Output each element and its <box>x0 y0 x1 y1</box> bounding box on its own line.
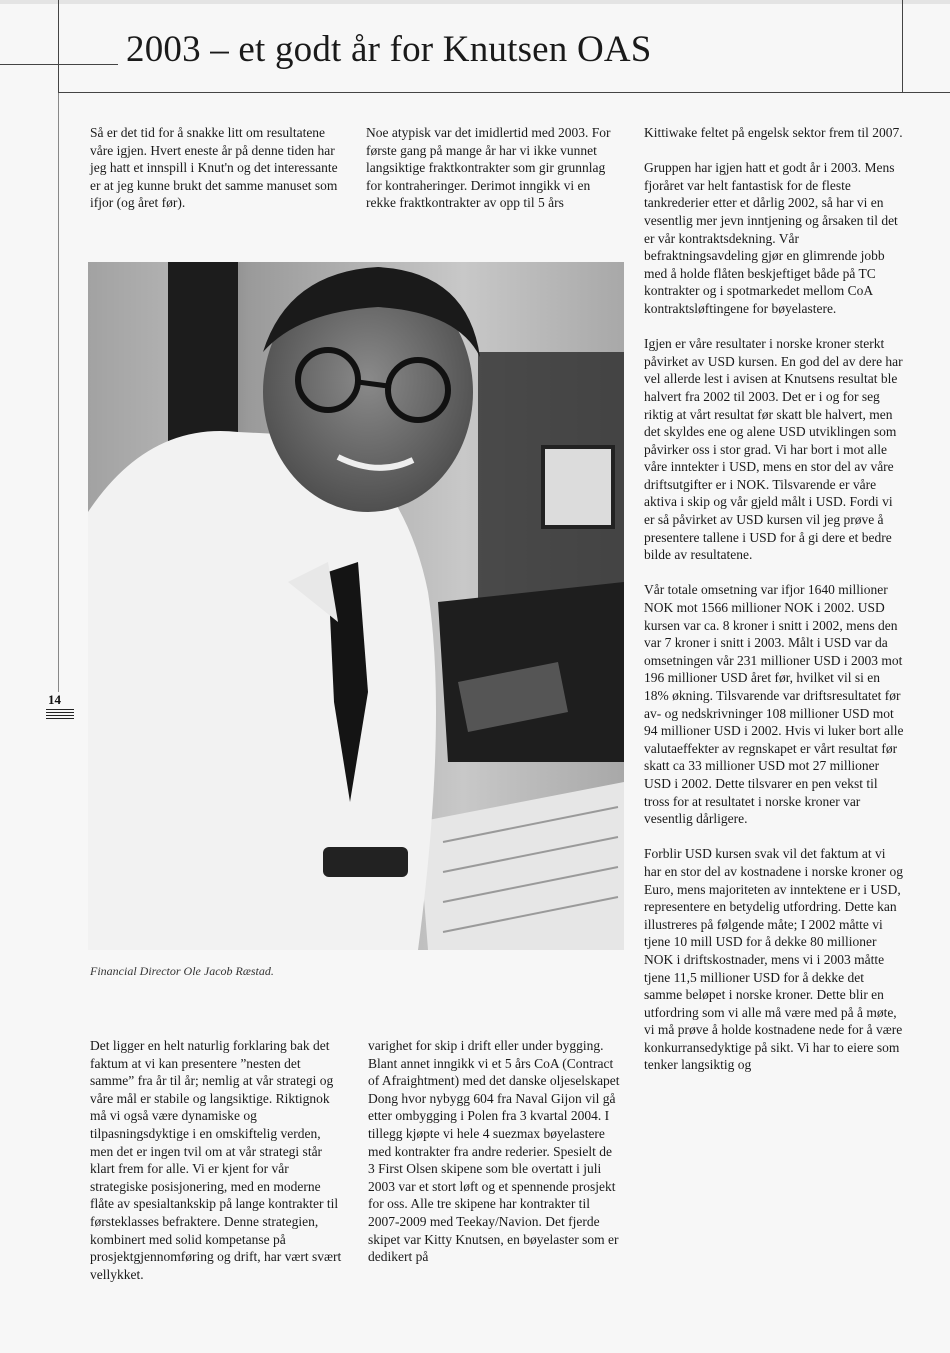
left-margin-rule <box>58 93 59 693</box>
column-2-bottom <box>368 1037 622 1266</box>
photo-caption: Financial Director Ole Jacob Ræstad. <box>90 964 274 978</box>
page-number-mark <box>46 692 74 718</box>
paragraph: Noe atypisk var det imidlertid med 2003. For første gang på mange år har vi ikke vunnet langsiktige fraktkontrakter som gir grunnlag for kontraheringer. Derimot inngikk vi en rekke fraktkontrakter av opp til 5 års <box>366 125 611 211</box>
page-title: 2003 – et godt år for Knutsen OAS <box>126 29 652 70</box>
portrait-photo <box>88 262 624 950</box>
header-bottom-rule <box>58 92 950 93</box>
column-1-top <box>90 124 340 212</box>
header-right-vertical-rule <box>902 0 903 92</box>
paragraph: Det ligger en helt naturlig forklaring bak det faktum at vi kan presentere ”nesten det samme” fra år til år; nemlig at vår strategi og våre mål er stabile og langsiktige. Riktignok må vi også være dynamiske og tilpasningsdyktige i en omskiftelig verden, men det er ingen tvil om at vår strategi står klart frem for alle. Vi er kjent for vår strategiske posisjonering, med en moderne flåte av spesialtankskip på lange kontrakter til førsteklasses befraktere. Denne strategien, kombinert med solid kompetanse på prosjektgjennomføring og drift, har vært svært vellykket. <box>90 1038 342 1282</box>
column-3 <box>644 124 904 1074</box>
paragraph: Forblir USD kursen svak vil det faktum at vi har en stor del av kostnadene i norske kroner og Euro, mens majoriteten av inntektene er i USD, representere en betydelig utfordring. Dette kan illustreres på følgende måte; I 2002 måtte vi tjene 10 mill USD for å dekke 80 millioner NOK i driftskostnader, mens vi i 2003 måtte tjene 11,5 millioner USD for å dekke det samme beløpet i norske kroner. Dette blir en utfordring som vi alle må være med på å møte, vi må prøve å holde kostnadene nede for å være konkurransedyktige på sikt. Vi har to eiere som tenker langsiktig og <box>644 846 904 1073</box>
paragraph: Så er det tid for å snakke litt om resultatene våre igjen. Hvert eneste år på denne tiden har jeg hatt et innspill i Knut'n og det interessante er at jeg kunne brukt det samme manuset som ifjor (og året før). <box>90 125 338 211</box>
column-1-bottom <box>90 1037 342 1283</box>
paragraph: Vår totale omsetning var ifjor 1640 millioner NOK mot 1566 millioner NOK i 2002. USD kursen var ca. 8 kroner i snitt i 2002, mens den var 7 kroner i snitt i 2003. Målt i USD var da omsetningen vår 231 millioner USD i 2003 mot 196 millioner USD året før, hvilket vil si en 18% økning. Tilsvarende var driftsresultatet før av- og nedskrivninger 108 millioner USD mot 94 millioner USD i 2002. Hvis vi luker bort alle valutaeffekter av regnskapet er vårt resultat før skatt ca 33 millioner USD mot 27 millioner USD i 2002. Dette tilsvarer en pen vekst til tross for at resultatet i norske kroner var vesentlig dårligere. <box>644 582 904 827</box>
paragraph: Gruppen har igjen hatt et godt år i 2003. Mens fjoråret var helt fantastisk for de fleste tankrederier etter et dårlig 2002, så har vi en vesentlig mer jevn inntjening og årsaken til det er vår kontraktsdekning. Vår befraktningsavdeling gjør en glimrende jobb med å holde flåten beskjeftiget både på TC kontrakter og i spotmarkedet mellom CoA kontraktsløftingene for bøyelastere. <box>644 160 898 316</box>
title-leader-rule <box>0 64 118 65</box>
column-2-top <box>366 124 620 212</box>
page-number: 14 <box>48 692 61 707</box>
paragraph: varighet for skip i drift eller under bygging. Blant annet inngikk vi et 5 års CoA (Contract of Afraightment) med det danske oljeselskapet Dong hvor nybygg 604 fra Naval Gijon vil gå etter ombygging i Polen fra 3 kvartal 2004. I tillegg kjøpte vi hele 4 suezmax bøyelastere med kontrakter fra andre rederier. Spesielt de 3 First Olsen skipene som ble overtatt i juli 2003 var et stort løft og et spennende prosjekt for oss. Alle tre skipene har kontrakter til 2007-2009 med Teekay/Navion. Det fjerde skipet var Kitty Knutsen, en bøyelaster som er dedikert på <box>368 1038 620 1265</box>
page-top-edge <box>0 0 950 4</box>
header-left-vertical-rule <box>58 0 59 92</box>
paragraph: Igjen er våre resultater i norske kroner sterkt påvirket av USD kursen. En god del av dere har vel allerde lest i avisen at Knutsens resultat ble halvert fra 2002 til 2003. Det er i og for seg riktig at vårt resultat før skatt ble halvert, men det skyldes ene og alene USD utviklingen som påvirker oss i stor grad. Vi har bort i mot alle våre inntekter i USD, mens en stor del av våre driftsutgifter er i NOK. Tilsvarende er våre aktiva i skip og vår gjeld målt i USD. Fordi vi er så påvirket av USD kursen vil jeg prøve å presentere tallene i USD for å gi dere et bedre bilde av resultatene. <box>644 336 903 563</box>
portrait-illustration <box>88 262 624 950</box>
paragraph: Kittiwake feltet på engelsk sektor frem til 2007. <box>644 125 903 140</box>
